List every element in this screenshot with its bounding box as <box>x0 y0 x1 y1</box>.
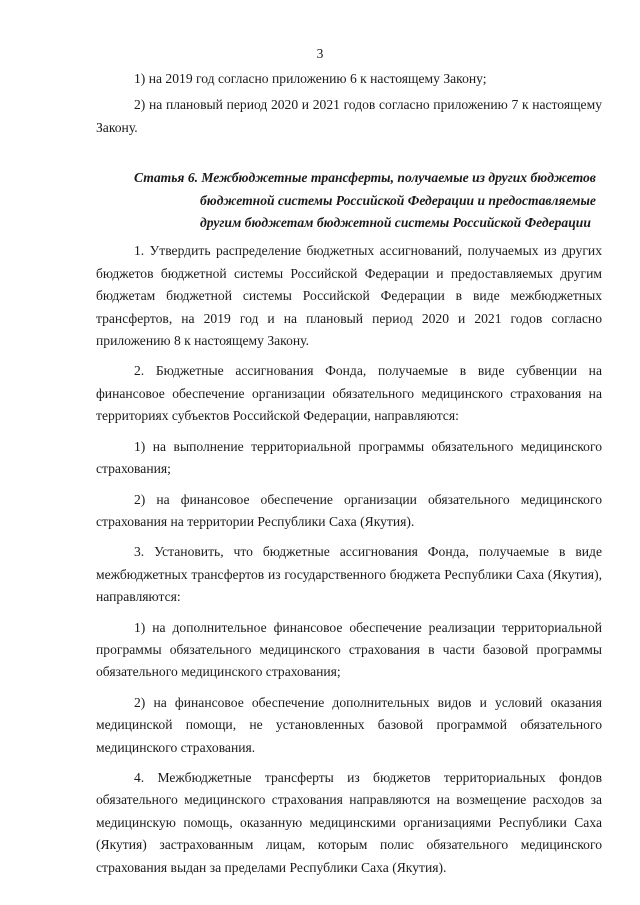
page-number: 3 <box>316 46 324 61</box>
list-item-2019: 1) на 2019 год согласно приложению 6 к настоящему Закону; <box>134 71 487 86</box>
list-item-planning-period: 2) на плановый период 2020 и 2021 годов согласно приложению 7 к настоящему Закону. <box>96 97 602 135</box>
document-body <box>96 68 602 879</box>
article-paragraph: 1. Утвердить распределение бюджетных ассигнований, получаемых из других бюджетов бюджетной системы Российской Федерации и предоставляемых другим бюджетам бюджетной системы Российской Федерации в виде межбюджетных трансфертов, на 2019 год и на плановый период 2020 и 2021 годов согласно приложению 8 к настоящему Закону. <box>96 243 602 349</box>
article-title-line: бюджетной системы Российской Федерации и предоставляемые <box>200 192 596 208</box>
article-paragraph: 2. Бюджетные ассигнования Фонда, получаемые в виде субвенции на финансовое обеспечение организации обязательного медицинского страхования на территориях субъектов Российской Федерации, направляются: <box>96 363 602 424</box>
article-title-line: Статья 6. Межбюджетные трансферты, получаемые из других бюджетов <box>134 170 596 186</box>
article-title-line: другим бюджетам бюджетной системы Российской Федерации <box>200 215 591 231</box>
article-subitem: 1) на выполнение территориальной программы обязательного медицинского страхования; <box>96 438 602 477</box>
article-subitem: 1) на дополнительное финансовое обеспечение реализации территориальной программы обязательного медицинского страхования в части базовой программы обязательного медицинского страхования; <box>96 619 602 680</box>
article-paragraph: 3. Установить, что бюджетные ассигнования Фонда, получаемые в виде межбюджетных трансфертов из государственного бюджета Республики Саха (Якутия), направляются: <box>96 544 602 605</box>
article-subitem: 2) на финансовое обеспечение дополнительных видов и условий оказания медицинской помощи, не установленных базовой программой обязательного медицинского страхования. <box>96 694 602 755</box>
article-subitem: 2) на финансовое обеспечение организации обязательного медицинского страхования на территории Республики Саха (Якутия). <box>96 491 602 529</box>
article-paragraph: 4. Межбюджетные трансферты из бюджетов территориальных фондов обязательного медицинского страхования направляются на возмещение расходов за медицинскую помощь, оказанную медицинскими организациями Республики Саха (Якутия) застрахованным лицам, которым полис обязательного медицинского страхования выдан за пределами Республики Саха (Якутия). <box>96 769 602 875</box>
article-heading <box>96 167 602 234</box>
